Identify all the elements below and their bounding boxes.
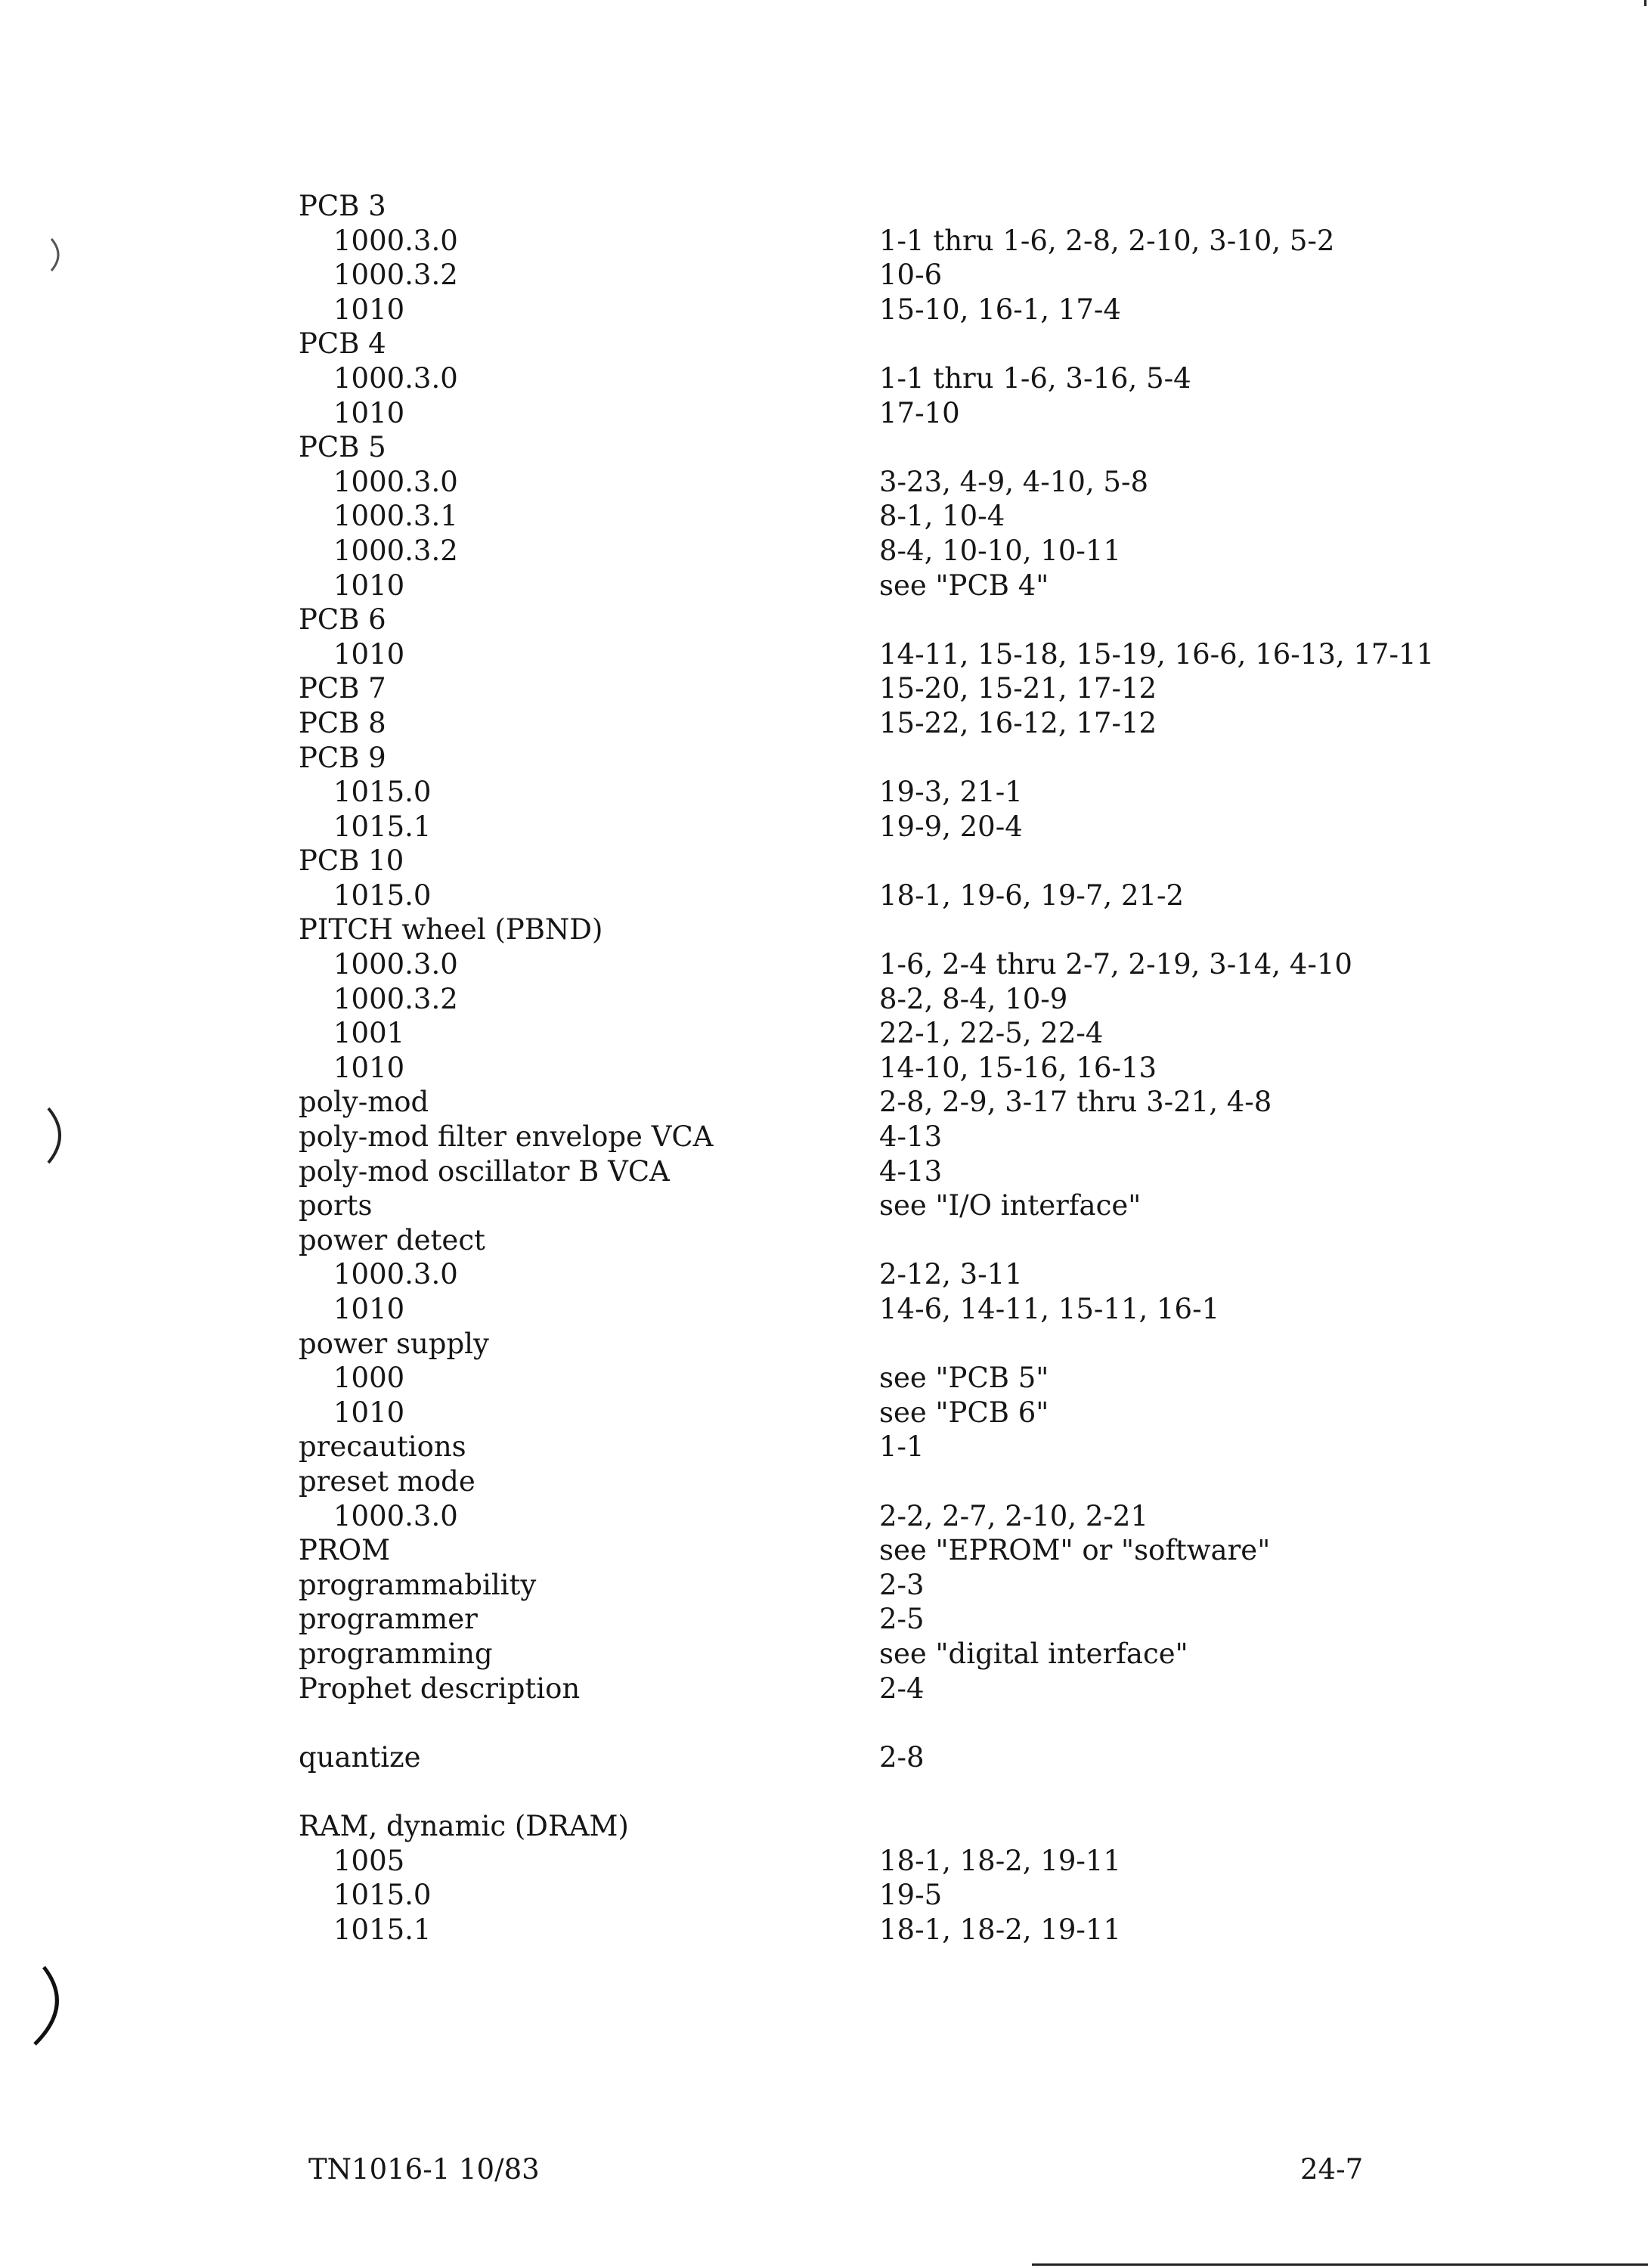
index-term: poly-mod oscillator B VCA [299, 1154, 670, 1188]
index-subterm: 1010 [333, 1396, 405, 1429]
punch-mark-middle [44, 1105, 74, 1166]
index-subterm: 1010 [333, 637, 405, 671]
index-subterm: 1015.1 [333, 1913, 432, 1946]
index-entry [299, 224, 1508, 259]
index-entry [299, 1016, 1508, 1051]
index-entry [299, 1499, 1508, 1534]
index-entry [299, 1396, 1508, 1430]
index-entry [299, 741, 1508, 776]
index-subterm: 1015.0 [333, 776, 432, 809]
index-page-refs: 4-13 [879, 1120, 943, 1154]
index-term: PCB 3 [299, 190, 386, 222]
index-term: RAM, dynamic (DRAM) [299, 1809, 629, 1842]
index-entry [299, 775, 1508, 810]
index-term: programmability [299, 1568, 537, 1601]
index-page-refs: 8-1, 10-4 [879, 500, 1005, 533]
index-entry [299, 327, 1508, 361]
index-page-refs: 17-10 [879, 396, 960, 429]
index-entry [299, 1533, 1508, 1568]
punch-mark-bottom [30, 1964, 76, 2047]
index-page-refs: see "digital interface" [879, 1637, 1188, 1670]
index-entry [299, 430, 1508, 465]
index-subterm: 1000 [333, 1362, 405, 1395]
index-page-refs: 1-1 thru 1-6, 2-8, 2-10, 3-10, 5-2 [879, 224, 1335, 257]
index-entry [299, 1774, 1508, 1843]
index-entry [299, 1085, 1508, 1120]
index-entry [299, 1257, 1508, 1292]
index-entry [299, 1327, 1508, 1362]
index-entry [299, 603, 1508, 637]
index-term: poly-mod filter envelope VCA [299, 1120, 714, 1154]
index-page-refs: 8-4, 10-10, 10-11 [879, 534, 1121, 567]
index-subterm: 1015.0 [333, 1879, 432, 1912]
index-page-refs: 19-9, 20-4 [879, 810, 1023, 843]
index-page-refs: 2-8, 2-9, 3-17 thru 3-21, 4-8 [879, 1086, 1272, 1119]
index-entry [299, 1430, 1508, 1464]
index-subterm: 1000.3.0 [333, 465, 458, 498]
index-page-refs: 2-8 [879, 1740, 925, 1774]
index-term: quantize [299, 1740, 421, 1774]
bottom-edge-rule [1032, 2263, 1648, 2266]
index-entry [299, 534, 1508, 569]
index-subterm: 1000.3.1 [333, 500, 458, 533]
index-subterm: 1000.3.0 [333, 948, 458, 981]
index-subterm: 1000.3.2 [333, 259, 458, 292]
index-list [299, 189, 1508, 1947]
index-entry [299, 293, 1508, 327]
index-subterm: 1000.3.0 [333, 1258, 458, 1291]
index-entry [299, 1361, 1508, 1396]
punch-mark-top [47, 236, 70, 274]
index-term: Prophet description [299, 1672, 581, 1705]
index-entry [299, 189, 1508, 224]
index-entry [299, 569, 1508, 603]
index-entry [299, 878, 1508, 913]
index-entry [299, 465, 1508, 500]
index-term: PCB 6 [299, 603, 386, 637]
index-entry [299, 671, 1508, 706]
index-subterm: 1010 [333, 293, 405, 326]
index-term: PCB 9 [299, 741, 386, 774]
index-subterm: 1000.3.0 [333, 1499, 458, 1532]
index-entry [299, 1672, 1508, 1706]
index-page-refs: see "EPROM" or "software" [879, 1534, 1271, 1567]
index-term: precautions [299, 1430, 466, 1464]
index-page-refs: 18-1, 18-2, 19-11 [879, 1913, 1121, 1946]
index-term: programmer [299, 1603, 478, 1636]
index-page-refs: 8-2, 8-4, 10-9 [879, 982, 1068, 1015]
index-subterm: 1000.3.2 [333, 982, 458, 1015]
index-subterm: 1010 [333, 396, 405, 429]
index-term: power supply [299, 1327, 489, 1360]
index-term: PCB 5 [299, 431, 386, 464]
index-page-refs: 3-23, 4-9, 4-10, 5-8 [879, 465, 1148, 498]
index-subterm: 1010 [333, 1293, 405, 1325]
index-subterm: 1005 [333, 1844, 405, 1877]
index-term: PROM [299, 1534, 390, 1567]
index-entry [299, 1223, 1508, 1258]
index-subterm: 1015.1 [333, 810, 432, 843]
index-entry [299, 706, 1508, 741]
index-term: PCB 10 [299, 844, 404, 878]
index-entry [299, 1878, 1508, 1913]
index-page-refs: 2-4 [879, 1672, 925, 1705]
index-entry [299, 396, 1508, 431]
footer-doc-id: TN1016-1 10/83 [308, 2153, 540, 2186]
index-term: PITCH wheel (PBND) [299, 913, 603, 947]
index-page-refs: 14-11, 15-18, 15-19, 16-6, 16-13, 17-11 [879, 637, 1435, 671]
index-page-refs: 14-6, 14-11, 15-11, 16-1 [879, 1293, 1220, 1325]
corner-mark [1644, 0, 1646, 6]
index-term: ports [299, 1189, 373, 1222]
index-entry [299, 912, 1508, 947]
index-term: PCB 8 [299, 706, 386, 739]
index-subterm: 1000.3.0 [333, 224, 458, 257]
index-page-refs: 18-1, 18-2, 19-11 [879, 1844, 1121, 1877]
index-entry [299, 1051, 1508, 1086]
index-entry [299, 1913, 1508, 1947]
index-entry [299, 361, 1508, 396]
index-term: programming [299, 1637, 493, 1670]
index-entry [299, 844, 1508, 878]
index-subterm: 1000.3.2 [333, 534, 458, 567]
index-term: PCB 4 [299, 327, 386, 361]
index-entry [299, 258, 1508, 293]
index-page-refs: see "PCB 4" [879, 569, 1049, 602]
index-entry [299, 982, 1508, 1017]
index-entry [299, 947, 1508, 982]
index-entry [299, 1637, 1508, 1672]
index-entry [299, 1120, 1508, 1154]
index-page-refs: 4-13 [879, 1154, 943, 1188]
index-page-refs: 10-6 [879, 259, 943, 292]
index-entry [299, 1464, 1508, 1499]
index-term: PCB 7 [299, 672, 386, 705]
index-page-refs: 14-10, 15-16, 16-13 [879, 1051, 1157, 1084]
index-term: poly-mod [299, 1086, 429, 1119]
index-entry [299, 1568, 1508, 1603]
index-page-refs: see "PCB 5" [879, 1362, 1049, 1395]
index-entry [299, 499, 1508, 534]
index-entry [299, 1188, 1508, 1223]
index-entry [299, 1292, 1508, 1327]
index-page-refs: 2-12, 3-11 [879, 1258, 1023, 1291]
index-subterm: 1010 [333, 1051, 405, 1084]
index-entry [299, 637, 1508, 672]
index-page-refs: 22-1, 22-5, 22-4 [879, 1017, 1104, 1050]
index-page-refs: see "I/O interface" [879, 1189, 1142, 1222]
index-entry [299, 1154, 1508, 1189]
footer-page-number: 24-7 [1300, 2153, 1364, 2186]
index-page-refs: 15-22, 16-12, 17-12 [879, 706, 1157, 739]
index-page-refs: 19-5 [879, 1879, 943, 1912]
index-page-refs: 2-3 [879, 1568, 925, 1601]
index-entry [299, 1602, 1508, 1637]
index-entry [299, 1844, 1508, 1879]
index-page-refs: 2-5 [879, 1603, 925, 1636]
index-entry [299, 1706, 1508, 1774]
index-subterm: 1001 [333, 1017, 405, 1050]
index-page-refs: see "PCB 6" [879, 1396, 1049, 1429]
index-entry [299, 810, 1508, 844]
index-page-refs: 1-1 [879, 1430, 925, 1464]
index-page-refs: 15-10, 16-1, 17-4 [879, 293, 1121, 326]
index-subterm: 1010 [333, 569, 405, 602]
index-page-refs: 19-3, 21-1 [879, 776, 1023, 809]
index-term: power detect [299, 1223, 485, 1256]
index-page-refs: 1-1 thru 1-6, 3-16, 5-4 [879, 361, 1191, 395]
index-page-refs: 2-2, 2-7, 2-10, 2-21 [879, 1499, 1148, 1532]
index-page-refs: 1-6, 2-4 thru 2-7, 2-19, 3-14, 4-10 [879, 948, 1352, 981]
index-term: preset mode [299, 1464, 476, 1498]
index-page-refs: 15-20, 15-21, 17-12 [879, 672, 1157, 705]
index-subterm: 1000.3.0 [333, 361, 458, 395]
index-subterm: 1015.0 [333, 878, 432, 912]
index-page-refs: 18-1, 19-6, 19-7, 21-2 [879, 878, 1185, 912]
